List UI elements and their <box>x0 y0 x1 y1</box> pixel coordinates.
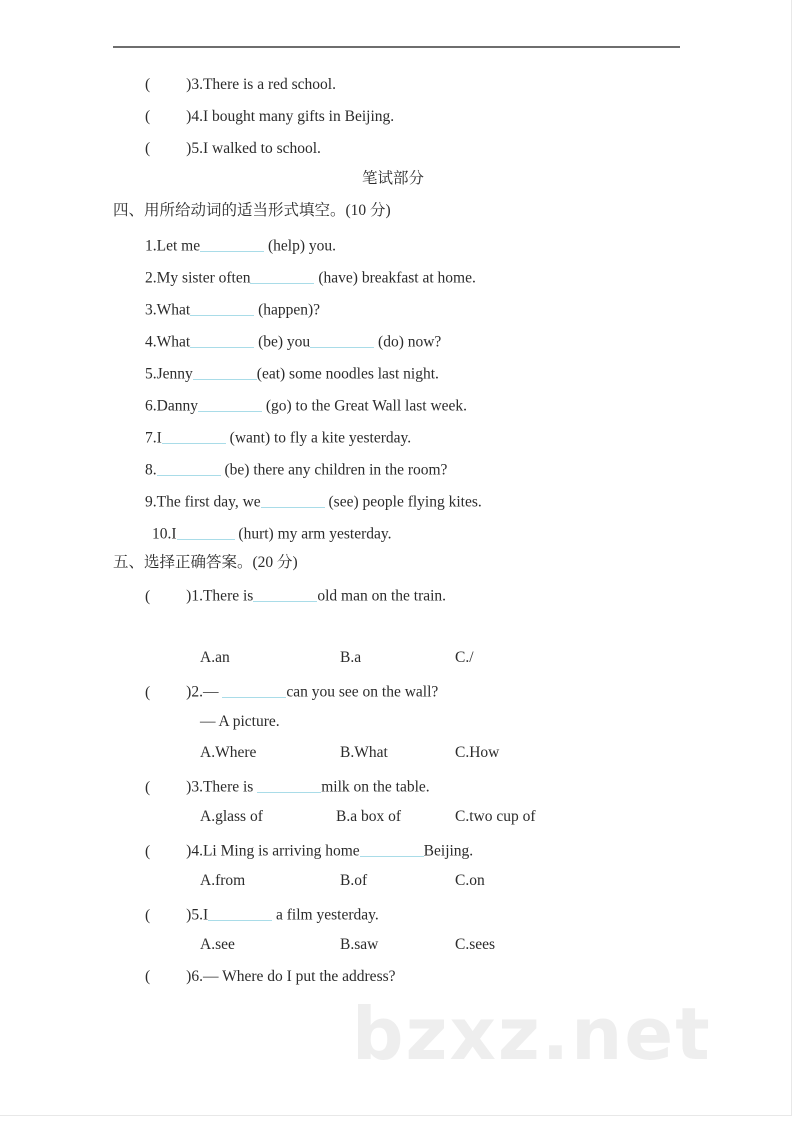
fill-blank[interactable] <box>157 460 221 476</box>
choice-3-option-a[interactable]: A.glass of <box>200 808 263 825</box>
fill-item-4-pre: 4.What <box>145 333 191 351</box>
fill-blank[interactable] <box>360 841 424 857</box>
header-divider <box>113 46 680 48</box>
truefalse-text-5: 5.I walked to school. <box>191 140 321 157</box>
watermark-bzxz: bzxz.net <box>352 992 712 1076</box>
choice-4-stem-pre: Li Ming is arriving home <box>202 842 360 860</box>
fill-item-7-mid: (want) to fly a kite yesterday. <box>229 429 412 447</box>
fill-item-5-pre: 5.Jenny <box>145 365 193 383</box>
paren-close: ) <box>186 778 192 796</box>
fill-item-3 <box>145 300 320 318</box>
fill-item-4 <box>145 332 441 350</box>
paren-open: ( <box>145 683 151 701</box>
choice-question-4 <box>145 841 473 859</box>
choice-2-answer-line: — A picture. <box>200 713 280 730</box>
choice-3-stem-post: milk on the table. <box>321 778 430 796</box>
fill-blank[interactable] <box>310 332 374 348</box>
fill-item-10-mid: (hurt) my arm yesterday. <box>238 525 392 543</box>
fill-item-6-pre: 6.Danny <box>145 397 198 415</box>
fill-item-3-pre: 3.What <box>145 301 191 319</box>
fill-blank[interactable] <box>250 268 314 284</box>
fill-item-4-mid: (be) you <box>258 333 311 351</box>
fill-item-8-pre: 8. <box>145 461 157 479</box>
fill-item-7 <box>145 428 411 446</box>
paren-open: ( <box>145 778 151 796</box>
choice-1-stem-post: old man on the train. <box>317 587 447 605</box>
fill-item-2-mid: (have) breakfast at home. <box>318 269 476 287</box>
choice-4-option-a[interactable]: A.from <box>200 872 246 889</box>
choice-5-stem-pre: I <box>202 906 209 924</box>
choice-1-option-c[interactable]: C./ <box>455 649 474 666</box>
fill-blank[interactable] <box>177 524 235 540</box>
paren-close: ) <box>186 968 192 985</box>
choice-5-number: 5. <box>191 906 203 924</box>
choice-4-option-c[interactable]: C.on <box>455 872 485 889</box>
fill-item-5-mid: (eat) some noodles last night. <box>256 365 439 383</box>
fill-blank[interactable] <box>193 364 257 380</box>
fill-blank[interactable] <box>162 428 226 444</box>
choice-2-stem-pre: — <box>202 683 219 701</box>
choice-question-5 <box>145 905 379 923</box>
choice-question-2 <box>145 682 438 700</box>
fill-blank[interactable] <box>253 586 317 602</box>
choice-5-option-c[interactable]: C.sees <box>455 936 496 953</box>
fill-blank[interactable] <box>257 777 321 793</box>
paren-close: ) <box>186 108 192 125</box>
choice-6-number: 6. <box>191 968 203 985</box>
written-part-heading: 笔试部分 <box>362 170 425 187</box>
fill-item-9-mid: (see) people flying kites. <box>328 493 482 511</box>
choice-4-stem-post: Beijing. <box>423 842 474 860</box>
choice-1-option-b[interactable]: B.a <box>340 649 362 666</box>
section-five-heading: 五、选择正确答案。(20 分) <box>113 554 298 571</box>
paren-close: ) <box>186 140 192 157</box>
choice-3-option-b[interactable]: B.a box of <box>336 808 402 825</box>
paren-close: ) <box>186 842 192 860</box>
choice-question-3 <box>145 777 430 795</box>
fill-item-10 <box>152 524 392 542</box>
list-item <box>145 77 336 93</box>
fill-item-7-pre: 7.I <box>145 429 162 447</box>
fill-blank[interactable] <box>208 905 272 921</box>
fill-item-8 <box>145 460 447 478</box>
fill-item-3-mid: (happen)? <box>258 301 321 319</box>
list-item <box>145 141 321 157</box>
choice-4-number: 4. <box>191 842 203 860</box>
paren-open: ( <box>145 906 151 924</box>
choice-5-stem-post: a film yesterday. <box>276 906 379 924</box>
fill-item-1 <box>145 236 336 254</box>
choice-5-option-a[interactable]: A.see <box>200 936 235 953</box>
paren-open: ( <box>145 76 151 93</box>
paren-open: ( <box>145 842 151 860</box>
choice-1-option-a[interactable]: A.an <box>200 649 230 666</box>
fill-item-9 <box>145 492 482 510</box>
fill-blank[interactable] <box>198 396 262 412</box>
paren-close: ) <box>186 587 192 605</box>
section-four-heading: 四、用所给动词的适当形式填空。(10 分) <box>113 202 391 219</box>
paren-open: ( <box>145 587 151 605</box>
choice-1-number: 1. <box>191 587 203 605</box>
fill-item-8-mid: (be) there any children in the room? <box>224 461 448 479</box>
choice-4-option-b[interactable]: B.of <box>340 872 368 889</box>
choice-3-option-c[interactable]: C.two cup of <box>455 808 536 825</box>
choice-5-option-b[interactable]: B.saw <box>340 936 379 953</box>
choice-6-stem-pre: — Where do I put the address? <box>202 968 396 985</box>
choice-question-1 <box>145 586 446 604</box>
choice-question-6 <box>145 969 396 985</box>
fill-item-1-mid: (help) you. <box>267 237 336 255</box>
fill-item-4-post: (do) now? <box>378 333 442 351</box>
choice-2-option-b[interactable]: B.What <box>340 744 388 761</box>
truefalse-text-3: 3.There is a red school. <box>191 76 336 93</box>
choice-2-stem-post: can you see on the wall? <box>286 683 439 701</box>
choice-2-option-c[interactable]: C.How <box>455 744 500 761</box>
fill-blank[interactable] <box>222 682 286 698</box>
list-item <box>145 109 394 125</box>
paren-close: ) <box>186 906 192 924</box>
fill-item-1-pre: 1.Let me <box>145 237 201 255</box>
paren-close: ) <box>186 683 192 701</box>
fill-blank[interactable] <box>261 492 325 508</box>
choice-2-number: 2. <box>191 683 203 701</box>
fill-item-2-pre: 2.My sister often <box>145 269 251 287</box>
fill-blank[interactable] <box>200 236 264 252</box>
choice-2-option-a[interactable]: A.Where <box>200 744 257 761</box>
fill-item-10-pre: 10.I <box>152 525 177 543</box>
choice-3-stem-pre: There is <box>202 778 254 796</box>
fill-item-2 <box>145 268 476 286</box>
fill-item-9-pre: 9.The first day, we <box>145 493 261 511</box>
fill-item-6-mid: (go) to the Great Wall last week. <box>265 397 468 415</box>
choice-1-stem-pre: There is <box>202 587 254 605</box>
paren-open: ( <box>145 968 151 985</box>
fill-blank[interactable] <box>190 332 254 348</box>
paren-open: ( <box>145 108 151 125</box>
paren-close: ) <box>186 76 192 93</box>
truefalse-text-4: 4.I bought many gifts in Beijing. <box>191 108 395 125</box>
fill-blank[interactable] <box>190 300 254 316</box>
choice-3-number: 3. <box>191 778 203 796</box>
paren-open: ( <box>145 140 151 157</box>
fill-item-6 <box>145 396 467 414</box>
fill-item-5 <box>145 364 439 382</box>
